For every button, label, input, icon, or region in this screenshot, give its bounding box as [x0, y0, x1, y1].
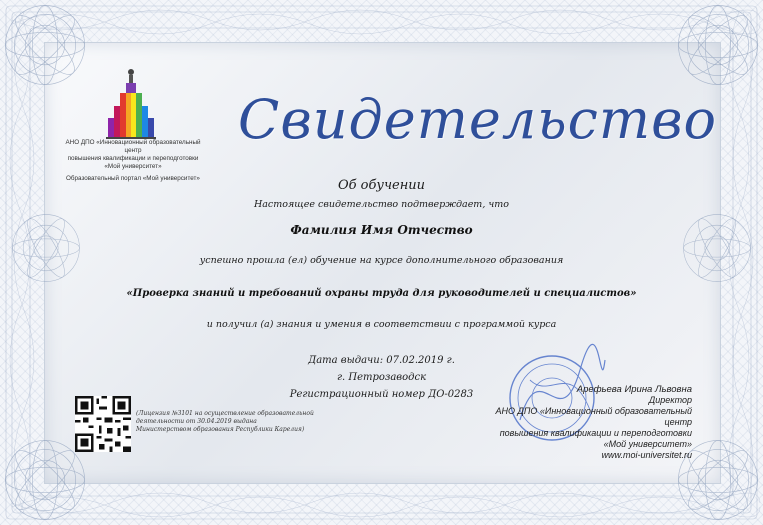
issue-date: Дата выдачи: 07.02.2019 г. — [308, 355, 455, 366]
license-line: деятельности от 30.04.2019 выдана — [136, 418, 257, 425]
signatory-org-line: повышения квалификации и переподготовки — [499, 428, 692, 438]
side-rosette — [8, 210, 84, 286]
license-info — [136, 410, 346, 434]
confirms-text: Настоящее свидетельство подтверждает, что — [253, 199, 509, 210]
side-rosette — [679, 210, 755, 286]
org-logo-text — [58, 139, 208, 183]
portal-name: Образовательный портал «Мой университет» — [66, 175, 200, 182]
signatory-org-line: АНО ДПО «Инновационный образовательный центр — [495, 406, 692, 427]
signatory-name: Арефьева Ирина Львовна — [576, 384, 692, 395]
signatory-block — [470, 384, 692, 461]
org-line: АНО ДПО «Инновационный образовательный центр — [65, 139, 201, 154]
license-line: (Лицензия №3101 на осуществление образовательной — [136, 410, 314, 417]
recipient-name: Фамилия Имя Отчество — [290, 223, 473, 237]
course-title: «Проверка знаний и требований охраны труда для руководителей и специалистов» — [126, 288, 637, 299]
passed-text: успешно прошла (ел) обучение на курсе дополнительного образования — [199, 255, 564, 266]
org-line: повышения квалификации и переподготовки — [67, 155, 199, 162]
website-link[interactable]: www.moi-universitet.ru — [601, 450, 692, 460]
corner-rosette — [673, 0, 763, 90]
tower-emblem-icon — [104, 66, 158, 140]
certificate-title: Свидетельство — [238, 88, 718, 151]
license-line: Министерством образования Республики Карелия) — [136, 426, 305, 433]
registration-number: Регистрационный номер ДО-0283 — [289, 389, 474, 400]
signatory-org-line: «Мой университет» — [603, 439, 692, 449]
issue-city: г. Петрозаводск — [336, 372, 427, 383]
qr-code-icon — [75, 396, 131, 452]
org-line: «Мой университет» — [104, 163, 162, 170]
signatory-position: Директор — [648, 395, 692, 405]
about-heading: Об обучении — [337, 178, 426, 193]
corner-rosette — [0, 0, 90, 90]
gained-text: и получил (а) знания и умения в соответствии с программой курса — [206, 319, 557, 330]
